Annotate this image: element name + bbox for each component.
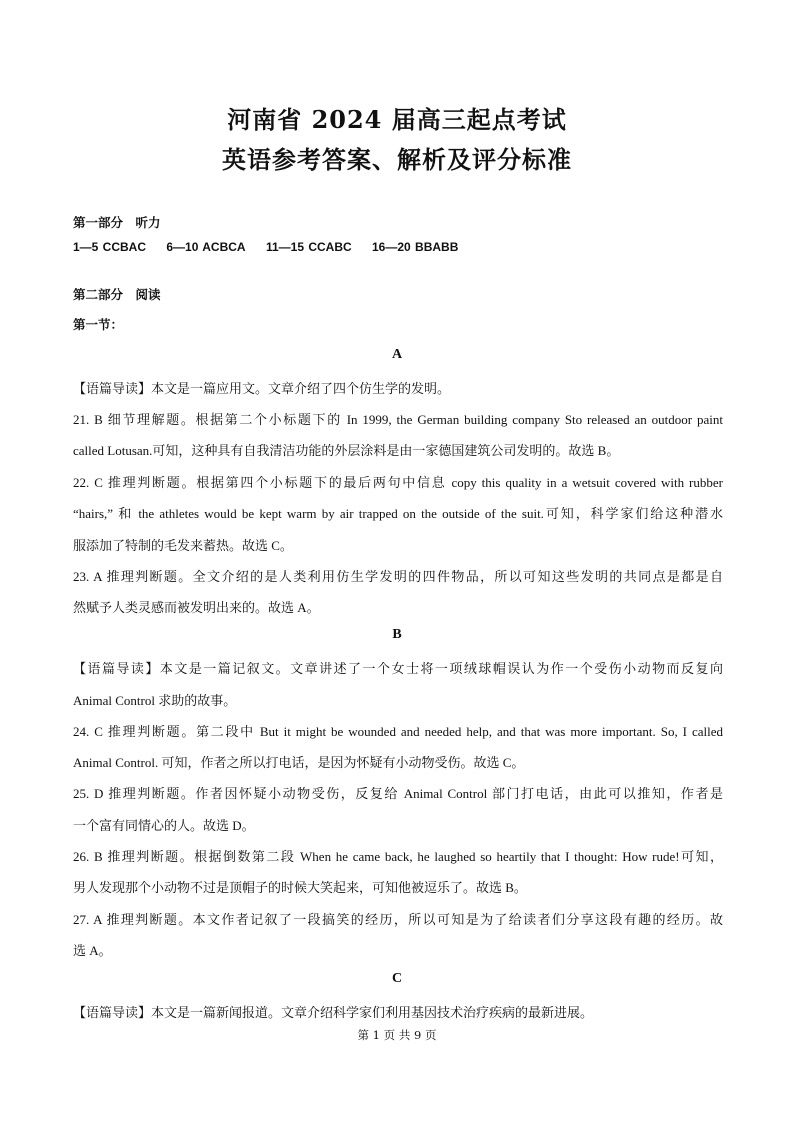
answer-group: 16—20 BBABB <box>372 240 459 254</box>
answer-group: 1—5 CCBAC <box>73 240 147 254</box>
passage-b-line: 25. D 推理判断题。作者因怀疑小动物受伤，反复给 Animal Control 部门打电话，由此可以推知，作者是 <box>73 786 723 801</box>
part1-heading: 第一部分 听力 <box>73 215 161 230</box>
section1-heading: 第一节： <box>73 317 124 332</box>
passage-b-line: 24. C 推理判断题。第二段中 But it might be wounded and needed help, and that was more important. So, I called <box>73 724 723 739</box>
passage-b-line: 男人发现那个小动物不过是顶帽子的时候大笑起来，可知他被逗乐了。故选 B。 <box>73 880 527 895</box>
passage-a-line: 22. C 推理判断题。根据第四个小标题下的最后两句中信息 copy this quality in a wetsuit covered with rubber <box>73 475 723 490</box>
passage-a-line: 23. A 推理判断题。全文介绍的是人类利用仿生学发明的四件物品，所以可知这些发明的共同点是都是自 <box>73 569 723 584</box>
passage-a-line: 21. B 细节理解题。根据第二个小标题下的 In 1999, the German building company Sto released an outdoor paint <box>73 412 723 427</box>
passage-a-line: 【语篇导读】本文是一篇应用文。文章介绍了四个仿生学的发明。 <box>73 381 451 396</box>
answer-group: 11—15 CCABC <box>265 240 352 254</box>
listening-answers <box>73 240 474 254</box>
page-footer: 第 1 页 共 9 页 <box>357 1028 437 1042</box>
passage-c-label: C <box>391 971 403 986</box>
answer-group: 6—10 ACBCA <box>166 240 246 254</box>
passage-b-line: 【语篇导读】本文是一篇记叙文。文章讲述了一个女士将一项绒球帽误认为作一个受伤小动物而反复向 <box>73 661 723 676</box>
passage-b-label: B <box>392 627 402 642</box>
document-title-line1: 河南省 2024 届高三起点考试 <box>227 105 567 134</box>
part2-heading: 第二部分 阅读 <box>73 287 161 302</box>
passage-a-label: A <box>391 347 403 362</box>
passage-c-line: 【语篇导读】本文是一篇新闻报道。文章介绍科学家们利用基因技术治疗疾病的最新进展。 <box>73 1005 594 1020</box>
document-title-line2: 英语参考答案、解析及评分标准 <box>222 145 572 174</box>
passage-b-line: Animal Control. 可知，作者之所以打电话，是因为怀疑有小动物受伤。故选 C。 <box>73 755 525 770</box>
passage-a-line: 服添加了特制的毛发来蓄热。故选 C。 <box>73 538 293 553</box>
passage-b-line: 一个富有同情心的人。故选 D。 <box>73 818 255 833</box>
passage-b-line: 选 A。 <box>73 943 112 958</box>
passage-b-line: 27. A 推理判断题。本文作者记叙了一段搞笑的经历，所以可知是为了给读者们分享这段有趣的经历。故 <box>73 912 723 927</box>
passage-a-line: 然赋予人类灵感而被发明出来的。故选 A。 <box>73 600 320 615</box>
passage-a-line: “hairs,” 和 the athletes would be kept warm by air trapped on the outside of the suit.可知，科学家们给这种潜水 <box>73 506 723 521</box>
passage-a-line: called Lotusan.可知，这种具有自我清洁功能的外层涂料是由一家德国建筑公司发明的。故选 B。 <box>73 443 620 458</box>
passage-b-line: 26. B 推理判断题。根据倒数第二段 When he came back, he laughed so heartily that I thought: How rude!可知， <box>73 849 723 864</box>
passage-b-line: Animal Control 求助的故事。 <box>73 693 237 708</box>
